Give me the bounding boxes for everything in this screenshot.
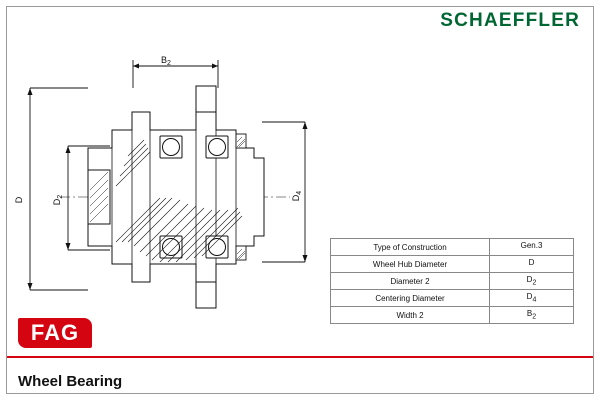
table-row xyxy=(331,290,574,307)
dim-label-d4: $D_4$ xyxy=(291,190,303,202)
table-row xyxy=(331,273,574,290)
spec-label: Diameter 2 xyxy=(331,273,490,290)
spec-value: B2 xyxy=(490,307,574,324)
fag-logo: FAG xyxy=(18,318,92,348)
dim-label-b2: $B_2$ xyxy=(161,55,171,67)
spec-value: D2 xyxy=(490,273,574,290)
table-row xyxy=(331,256,574,273)
spec-label: Wheel Hub Diameter xyxy=(331,256,490,273)
product-caption: Wheel Bearing xyxy=(18,373,123,390)
spec-label: Type of Construction xyxy=(331,239,490,256)
spec-value: Gen.3 xyxy=(490,239,574,256)
dim-label-d2: $D_2$ xyxy=(52,194,64,206)
dim-label-d: D xyxy=(14,196,24,204)
schaeffler-logo: SCHAEFFLER xyxy=(440,10,580,31)
table-row xyxy=(331,307,574,324)
spec-value: D4 xyxy=(490,290,574,307)
spec-label: Width 2 xyxy=(331,307,490,324)
table-row xyxy=(331,239,574,256)
spec-label: Centering Diameter xyxy=(331,290,490,307)
specification-table xyxy=(330,238,574,324)
footer-divider xyxy=(7,356,593,358)
spec-value: D xyxy=(490,256,574,273)
